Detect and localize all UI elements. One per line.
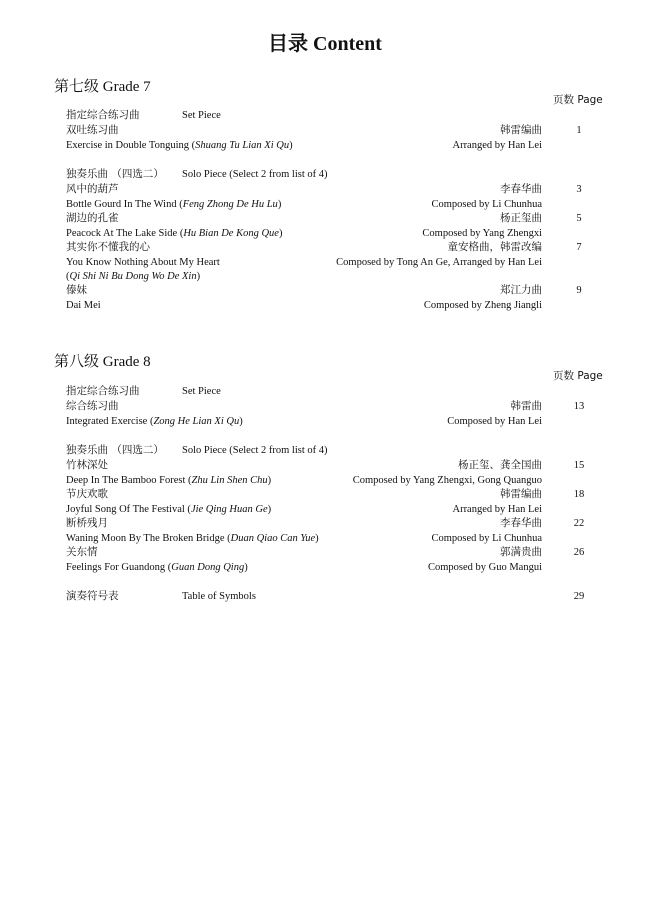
entry-credit-en: Composed by Yang Zhengxi <box>422 228 542 239</box>
entry-credit-cn: 杨正玺曲 <box>500 212 542 224</box>
entry-title-cn: 湖边的孔雀 <box>66 212 119 224</box>
entry-title-en: Bottle Gourd In The Wind (Feng Zhong De Hu Lu) <box>66 199 282 210</box>
entry-page-number[interactable]: 3 <box>576 184 582 195</box>
entry-title-en: Peacock At The Lake Side (Hu Bian De Kong Que) <box>66 228 283 239</box>
entry-credit-cn: 韩雷编曲 <box>500 124 542 136</box>
page-column-header: 页数 Page <box>553 94 603 106</box>
entry-title-en: You Know Nothing About My Heart <box>66 257 220 268</box>
entry-credit-en: Composed by Yang Zhengxi, Gong Quanguo <box>352 475 542 486</box>
entry-page-number[interactable]: 18 <box>573 489 585 500</box>
entry-title-en: Integrated Exercise (Zong He Lian Xi Qu) <box>66 416 243 427</box>
entry-title-en: Joyful Song Of The Festival (Jie Qing Huan Ge) <box>66 504 272 515</box>
entry-page-number[interactable]: 5 <box>576 213 582 224</box>
entry-title-cn: 关东情 <box>66 546 98 558</box>
entry-credit-en: Composed by Guo Mangui <box>427 562 542 573</box>
page-column-header: 页数 Page <box>553 370 603 382</box>
solo-piece-label-en: Solo Piece (Select 2 from list of 4) <box>182 445 328 456</box>
entry-page-number[interactable]: 26 <box>573 547 585 558</box>
entry-title-en: Exercise in Double Tonguing (Shuang Tu Lian Xi Qu) <box>66 140 293 151</box>
entry-credit-en: Composed by Tong An Ge, Arranged by Han Lei <box>336 257 542 268</box>
set-piece-label-cn: 指定综合练习曲 <box>66 109 140 121</box>
solo-piece-label-en: Solo Piece (Select 2 from list of 4) <box>182 169 328 180</box>
entry-credit-en: Composed by Li Chunhua <box>431 199 542 210</box>
entry-title-cn: 傣妹 <box>66 284 87 296</box>
entry-credit-en: Arranged by Han Lei <box>452 504 542 515</box>
grade-8-heading: 第八级 Grade 8 <box>54 354 151 370</box>
entry-credit-cn: 童安格曲，韩雷改编 <box>447 241 542 253</box>
entry-credit-cn: 郑江力曲 <box>500 284 542 296</box>
entry-title-cn: 断桥残月 <box>66 517 108 529</box>
entry-credit-cn: 李春华曲 <box>500 517 542 529</box>
entry-page-number[interactable]: 7 <box>576 242 582 253</box>
symbols-label-en: Table of Symbols <box>182 591 256 602</box>
entry-title-cn: 其实你不懂我的心 <box>66 241 150 253</box>
entry-page-number[interactable]: 22 <box>573 518 585 529</box>
entry-credit-cn: 杨正玺、龚全国曲 <box>458 459 542 471</box>
entry-credit-en: Composed by Zheng Jiangli <box>423 300 542 311</box>
entry-title-cn: 双吐练习曲 <box>66 124 119 136</box>
entry-page-number[interactable]: 15 <box>573 460 585 471</box>
entry-page-number[interactable]: 1 <box>576 125 582 136</box>
entry-page-number[interactable]: 13 <box>573 401 585 412</box>
entry-title-en: Dai Mei <box>66 300 101 311</box>
entry-title-en: Waning Moon By The Broken Bridge (Duan Qiao Can Yue) <box>66 533 319 544</box>
grade-7-heading: 第七级 Grade 7 <box>54 79 151 95</box>
set-piece-label-en: Set Piece <box>182 386 221 397</box>
page-title: 目录 Content <box>268 33 382 55</box>
entry-title-cn: 节庆欢歌 <box>66 488 108 500</box>
solo-piece-label-cn: 独奏乐曲 （四选二） <box>66 168 164 180</box>
entry-credit-cn: 韩雷编曲 <box>500 488 542 500</box>
entry-credit-cn: 郭满贵曲 <box>500 546 542 558</box>
entry-credit-en: Composed by Han Lei <box>447 416 542 427</box>
set-piece-label-en: Set Piece <box>182 110 221 121</box>
entry-page-number[interactable]: 9 <box>576 285 582 296</box>
entry-credit-en: Arranged by Han Lei <box>452 140 542 151</box>
set-piece-label-cn: 指定综合练习曲 <box>66 385 140 397</box>
entry-title-cn: 风中的葫芦 <box>66 183 119 195</box>
entry-title-en: Feelings For Guandong (Guan Dong Qing) <box>66 562 248 573</box>
entry-credit-en: Composed by Li Chunhua <box>431 533 542 544</box>
solo-piece-label-cn: 独奏乐曲 （四选二） <box>66 444 164 456</box>
entry-title-cn: 竹林深处 <box>66 459 108 471</box>
entry-title-cn: 综合练习曲 <box>66 400 119 412</box>
symbols-label-cn: 演奏符号表 <box>66 590 119 602</box>
symbols-page-number[interactable]: 29 <box>573 591 585 602</box>
entry-credit-cn: 韩雷曲 <box>510 400 542 412</box>
entry-title-en-pinyin: (Qi Shi Ni Bu Dong Wo De Xin) <box>66 271 201 282</box>
entry-credit-cn: 李春华曲 <box>500 183 542 195</box>
entry-title-en: Deep In The Bamboo Forest (Zhu Lin Shen Chu) <box>66 475 272 486</box>
